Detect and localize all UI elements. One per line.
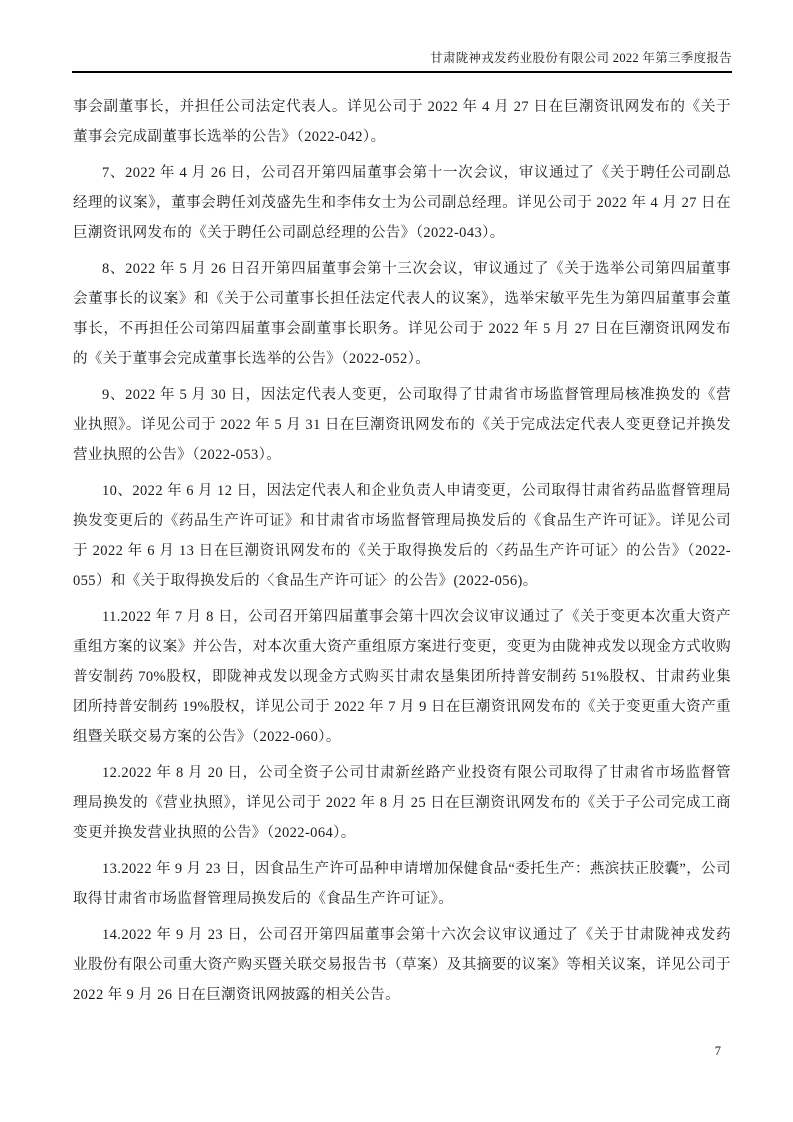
report-header-title: 甘肃陇神戎发药业股份有限公司 2022 年第三季度报告 bbox=[430, 51, 732, 65]
report-body bbox=[73, 92, 731, 1010]
paragraph-item-14: 14.2022 年 9 月 23 日，公司召开第四届董事会第十六次会议审议通过了《关于甘肃陇神戎发药业股份有限公司重大资产购买暨关联交易报告书（草案）及其摘要的议案》等相关议案，详见公司于 2022 年 9 月 26 日在巨潮资讯网披露的相关公告。 bbox=[73, 927, 731, 1003]
paragraph-item-8: 8、2022 年 5 月 26 日召开第四届董事会第十三次会议，审议通过了《关于选举公司第四届董事会董事长的议案》和《关于公司董事长担任法定代表人的议案》，选举宋敏平先生为第四届董事会董事长，不再担任公司第四届董事会副董事长职务。详见公司于 2022 年 5 月 27 日在巨潮资讯网发布的《关于董事会完成董事长选举的公告》（2022-052）。 bbox=[73, 261, 731, 367]
paragraph-item-7: 7、2022 年 4 月 26 日，公司召开第四届董事会第十一次会议，审议通过了《关于聘任公司副总经理的议案》，董事会聘任刘茂盛先生和李伟女士为公司副总经理。详见公司于 2022 年 4 月 27 日在巨潮资讯网发布的《关于聘任公司副总经理的公告》（2022-043）。 bbox=[73, 165, 731, 241]
paragraph-item-11: 11.2022 年 7 月 8 日，公司召开第四届董事会第十四次会议审议通过了《关于变更本次重大资产重组方案的议案》并公告，对本次重大资产重组原方案进行变更，变更为由陇神戎发以现金方式收购普安制药 70%股权，即陇神戎发以现金方式购买甘肃农垦集团所持普安制药 51%股权、甘肃药业集团所持普安制药 19%股权，详见公司于 2022 年 7 月 9 日在巨潮资讯网发布的《关于变更重大资产重组暨关联交易方案的公告》（2022-060）。 bbox=[73, 609, 731, 745]
paragraph-continuation: 事会副董事长，并担任公司法定代表人。详见公司于 2022 年 4 月 27 日在巨潮资讯网发布的《关于董事会完成副董事长选举的公告》（2022-042）。 bbox=[73, 99, 731, 145]
paragraph-item-10: 10、2022 年 6 月 12 日，因法定代表人和企业负责人申请变更，公司取得甘肃省药品监督管理局换发变更后的《药品生产许可证》和甘肃省市场监督管理局换发后的《食品生产许可证》。详见公司于 2022 年 6 月 13 日在巨潮资讯网发布的《关于取得换发后的〈药品生产许可证〉的公告》（2022-055）和《关于取得换发后的〈食品生产许可证〉的公告》(2022-056)。 bbox=[73, 483, 731, 589]
page-number: 7 bbox=[714, 1044, 721, 1058]
paragraph-item-9: 9、2022 年 5 月 30 日，因法定代表人变更，公司取得了甘肃省市场监督管理局核准换发的《营业执照》。详见公司于 2022 年 5 月 31 日在巨潮资讯网发布的《关于完成法定代表人变更登记并换发营业执照的公告》（2022-053）。 bbox=[73, 387, 731, 463]
paragraph-item-12: 12.2022 年 8 月 20 日，公司全资子公司甘肃新丝路产业投资有限公司取得了甘肃省市场监督管理局换发的《营业执照》，详见公司于 2022 年 8 月 25 日在巨潮资讯网发布的《关于子公司完成工商变更并换发营业执照的公告》（2022-064）。 bbox=[73, 765, 731, 841]
paragraph-item-13: 13.2022 年 9 月 23 日，因食品生产许可品种申请增加保健食品“委托生产：燕滨扶正胶囊”，公司取得甘肃省市场监督管理局换发后的《食品生产许可证》。 bbox=[73, 861, 731, 907]
page-header bbox=[72, 50, 732, 73]
